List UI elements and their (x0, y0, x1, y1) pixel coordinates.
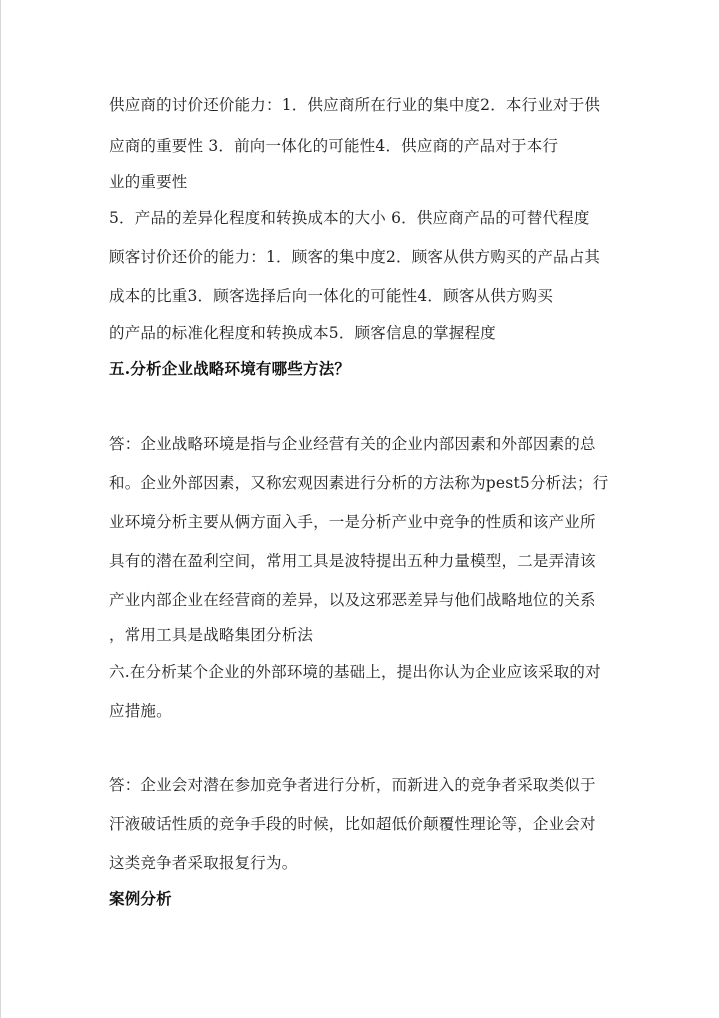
section5-heading: 五.分析企业战略环境有哪些方法？ (109, 359, 351, 378)
supplier-bargaining-line-4: 5．产品的差异化程度和转换成本的大小 6．供应商产品的可替代程度 (109, 209, 590, 227)
supplier-bargaining-line-1: 供应商的讨价还价能力：1．供应商所在行业的集中度2．本行业对于供 (109, 96, 601, 114)
customer-bargaining-line-1: 顾客讨价还价的能力：1．顾客的集中度2．顾客从供方购买的产品占其 (109, 248, 601, 266)
case-analysis-heading: 案例分析 (109, 889, 172, 908)
section5-answer-line-2: 和。企业外部因素，又称宏观因素进行分析的方法称为pest5分析法；行 (109, 474, 609, 492)
section6-heading-line-2: 应措施。 (109, 702, 172, 720)
supplier-bargaining-line-3: 业的重要性 (109, 173, 188, 191)
section5-answer-line-5: 产业内部企业在经营商的差异，以及这邪恶差异与他们战略地位的关系 (109, 591, 596, 609)
supplier-bargaining-line-2: 应商的重要性 3．前向一体化的可能性4．供应商的产品对于本行 (109, 137, 559, 155)
section5-answer-line-1: 答：企业战略环境是指与企业经营有关的企业内部因素和外部因素的总 (109, 435, 596, 453)
section5-answer-line-6: ，常用工具是战略集团分析法 (109, 626, 314, 644)
section6-heading-line-1: 六.在分析某个企业的外部环境的基础上，提出你认为企业应该采取的对 (109, 663, 601, 681)
section6-answer-line-1: 答：企业会对潜在参加竞争者进行分析，而新进入的竞争者采取类似于 (109, 776, 596, 794)
section5-answer-line-4: 具有的潜在盈利空间，常用工具是波特提出五种力量模型，二是弄清该 (109, 552, 596, 570)
section6-answer-line-2: 汗液破话性质的竞争手段的时候，比如超低价颠覆性理论等，企业会对 (109, 815, 596, 833)
section5-answer-line-3: 业环境分析主要从俩方面入手，一是分析产业中竞争的性质和该产业所 (109, 513, 596, 531)
customer-bargaining-line-2: 成本的比重3．顾客选择后向一体化的可能性4．顾客从供方购买 (109, 287, 554, 305)
customer-bargaining-line-3: 的产品的标准化程度和转换成本5．顾客信息的掌握程度 (109, 324, 496, 342)
section6-answer-line-3: 这类竞争者采取报复行为。 (109, 854, 298, 872)
